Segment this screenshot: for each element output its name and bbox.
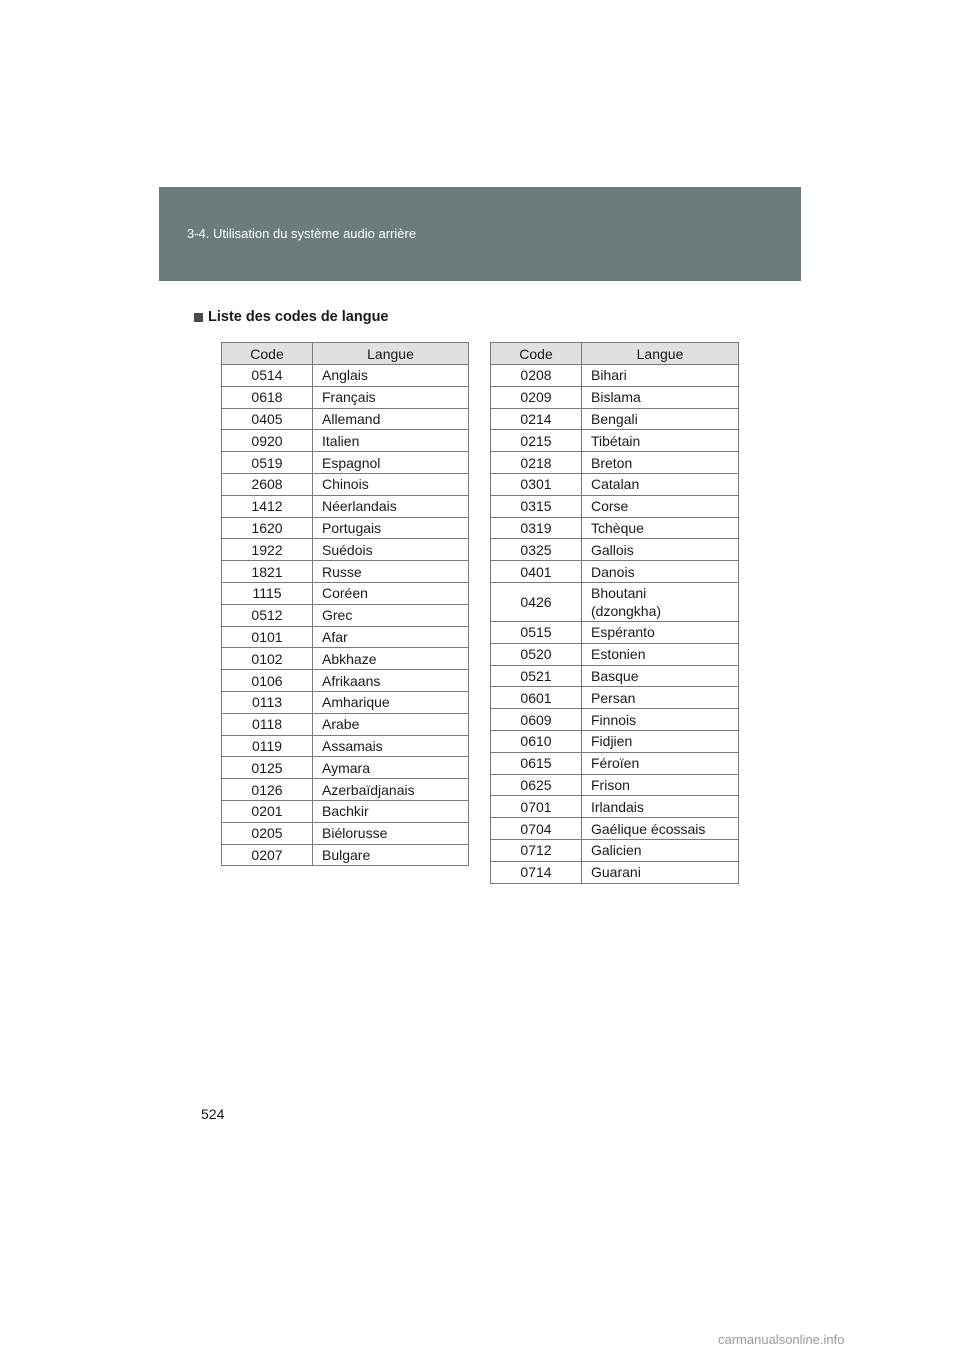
table-row [491, 561, 739, 583]
language-code-cell: 1620 [222, 517, 313, 539]
language-name-cell: Catalan [582, 473, 739, 495]
language-name-cell: Irlandais [582, 796, 739, 818]
section-heading [194, 309, 389, 325]
language-code-cell: 0101 [222, 626, 313, 648]
language-code-cell: 0126 [222, 779, 313, 801]
table-row [491, 861, 739, 883]
language-code-cell: 0625 [491, 774, 582, 796]
language-code-cell: 0520 [491, 643, 582, 665]
table-row [222, 473, 469, 495]
table-header-row [491, 343, 739, 365]
language-name-cell: Abkhaze [313, 648, 469, 670]
language-code-cell: 0521 [491, 665, 582, 687]
language-code-cell: 2608 [222, 473, 313, 495]
watermark: carmanualsonline.info [718, 1332, 845, 1347]
table-row [222, 495, 469, 517]
table-row [222, 408, 469, 430]
language-name-cell: Afrikaans [313, 670, 469, 692]
language-code-cell: 0325 [491, 539, 582, 561]
language-name-cell: Tibétain [582, 430, 739, 452]
table-row [222, 757, 469, 779]
language-name-cell: Arabe [313, 713, 469, 735]
language-code-cell: 0704 [491, 818, 582, 840]
language-code-cell: 0319 [491, 517, 582, 539]
chapter-title: 3-4. Utilisation du système audio arrière [187, 226, 417, 241]
language-name-cell: Italien [313, 430, 469, 452]
table-row [491, 796, 739, 818]
table-row [222, 735, 469, 757]
table-row [222, 582, 469, 604]
table-row [491, 365, 739, 387]
language-name-cell: Allemand [313, 408, 469, 430]
table-row [491, 517, 739, 539]
language-name-cell: Aymara [313, 757, 469, 779]
language-code-cell: 0125 [222, 757, 313, 779]
table-row [222, 670, 469, 692]
table-row [491, 495, 739, 517]
table-row [491, 752, 739, 774]
table-row [222, 430, 469, 452]
language-name-cell: Néerlandais [313, 495, 469, 517]
table-row [222, 800, 469, 822]
language-name-cell: Amharique [313, 691, 469, 713]
table-row [222, 365, 469, 387]
table-row [491, 452, 739, 474]
language-name-cell: Espagnol [313, 452, 469, 474]
language-name-cell: Assamais [313, 735, 469, 757]
table-row [491, 839, 739, 861]
language-code-table-left [221, 342, 469, 866]
language-name-cell: Gallois [582, 539, 739, 561]
language-code-cell: 1412 [222, 495, 313, 517]
language-code-cell: 0618 [222, 386, 313, 408]
page-number: 524 [201, 1106, 225, 1122]
table-row [491, 643, 739, 665]
language-name-cell: Finnois [582, 709, 739, 731]
language-column-header: Langue [582, 343, 739, 365]
table-row [222, 779, 469, 801]
language-name-cell: Gaélique écossais [582, 818, 739, 840]
language-code-cell: 0701 [491, 796, 582, 818]
language-code-cell: 0615 [491, 752, 582, 774]
language-name-cell: Estonien [582, 643, 739, 665]
table-row [491, 818, 739, 840]
table-row [222, 844, 469, 866]
table-row [222, 713, 469, 735]
language-name-cell: Persan [582, 687, 739, 709]
table-row [491, 539, 739, 561]
section-heading-text: Liste des codes de langue [208, 309, 389, 325]
language-code-cell: 0610 [491, 730, 582, 752]
language-code-cell: 0207 [222, 844, 313, 866]
language-code-cell: 0201 [222, 800, 313, 822]
language-name-cell: Suédois [313, 539, 469, 561]
language-name-cell: Français [313, 386, 469, 408]
table-row [491, 386, 739, 408]
table-row [222, 386, 469, 408]
language-name-cell: Azerbaïdjanais [313, 779, 469, 801]
language-code-cell: 0102 [222, 648, 313, 670]
language-name-cell: Frison [582, 774, 739, 796]
language-code-cell: 0714 [491, 861, 582, 883]
language-name-cell: Portugais [313, 517, 469, 539]
language-code-table-right [490, 342, 739, 884]
language-name-cell: Fidjien [582, 730, 739, 752]
table-row [491, 473, 739, 495]
language-name-cell: Afar [313, 626, 469, 648]
language-code-cell: 0205 [222, 822, 313, 844]
language-code-cell: 0712 [491, 839, 582, 861]
square-bullet-icon [194, 313, 203, 322]
table-row [222, 539, 469, 561]
language-code-cell: 0515 [491, 621, 582, 643]
table-row [491, 665, 739, 687]
table-row [491, 408, 739, 430]
language-name-cell: Bachkir [313, 800, 469, 822]
language-name-cell: Bihari [582, 365, 739, 387]
language-code-cell: 1922 [222, 539, 313, 561]
language-code-cell: 0106 [222, 670, 313, 692]
language-code-cell: 0208 [491, 365, 582, 387]
language-name-cell: Danois [582, 561, 739, 583]
language-code-cell: 0609 [491, 709, 582, 731]
language-code-cell: 0215 [491, 430, 582, 452]
language-name-cell: Basque [582, 665, 739, 687]
language-name-cell: Espéranto [582, 621, 739, 643]
language-code-cell: 0920 [222, 430, 313, 452]
language-name-cell: Bulgare [313, 844, 469, 866]
language-name-cell: Breton [582, 452, 739, 474]
language-name-cell: Féroïen [582, 752, 739, 774]
language-name-cell: Bhoutani (dzongkha) [582, 582, 739, 621]
table-row [491, 582, 739, 621]
language-column-header: Langue [313, 343, 469, 365]
language-name-cell: Biélorusse [313, 822, 469, 844]
language-code-cell: 0426 [491, 582, 582, 621]
language-name-cell: Bengali [582, 408, 739, 430]
table-row [491, 774, 739, 796]
language-code-cell: 0119 [222, 735, 313, 757]
language-code-cell: 1821 [222, 561, 313, 583]
language-code-cell: 0214 [491, 408, 582, 430]
table-row [222, 648, 469, 670]
code-column-header: Code [222, 343, 313, 365]
language-name-cell: Corse [582, 495, 739, 517]
language-name-cell: Galicien [582, 839, 739, 861]
table-row [222, 691, 469, 713]
table-row [222, 452, 469, 474]
table-row [222, 561, 469, 583]
language-code-cell: 0512 [222, 604, 313, 626]
language-code-cell: 0601 [491, 687, 582, 709]
language-code-cell: 0519 [222, 452, 313, 474]
language-name-cell: Russe [313, 561, 469, 583]
language-code-cell: 0315 [491, 495, 582, 517]
language-code-cell: 0209 [491, 386, 582, 408]
table-row [491, 687, 739, 709]
table-row [491, 621, 739, 643]
table-row [222, 822, 469, 844]
code-column-header: Code [491, 343, 582, 365]
table-row [222, 626, 469, 648]
language-code-cell: 0113 [222, 691, 313, 713]
table-row [491, 709, 739, 731]
language-name-cell: Grec [313, 604, 469, 626]
language-name-cell: Bislama [582, 386, 739, 408]
language-name-cell: Chinois [313, 473, 469, 495]
language-name-cell: Guarani [582, 861, 739, 883]
language-code-cell: 0218 [491, 452, 582, 474]
table-row [222, 604, 469, 626]
chapter-header-band [159, 187, 801, 281]
language-code-cell: 0301 [491, 473, 582, 495]
table-row [491, 730, 739, 752]
table-row [222, 517, 469, 539]
language-code-cell: 0405 [222, 408, 313, 430]
table-row [491, 430, 739, 452]
language-code-cell: 0118 [222, 713, 313, 735]
language-name-cell: Tchèque [582, 517, 739, 539]
language-code-cell: 1115 [222, 582, 313, 604]
language-name-cell: Anglais [313, 365, 469, 387]
language-code-cell: 0514 [222, 365, 313, 387]
language-name-cell: Coréen [313, 582, 469, 604]
table-header-row [222, 343, 469, 365]
language-code-cell: 0401 [491, 561, 582, 583]
